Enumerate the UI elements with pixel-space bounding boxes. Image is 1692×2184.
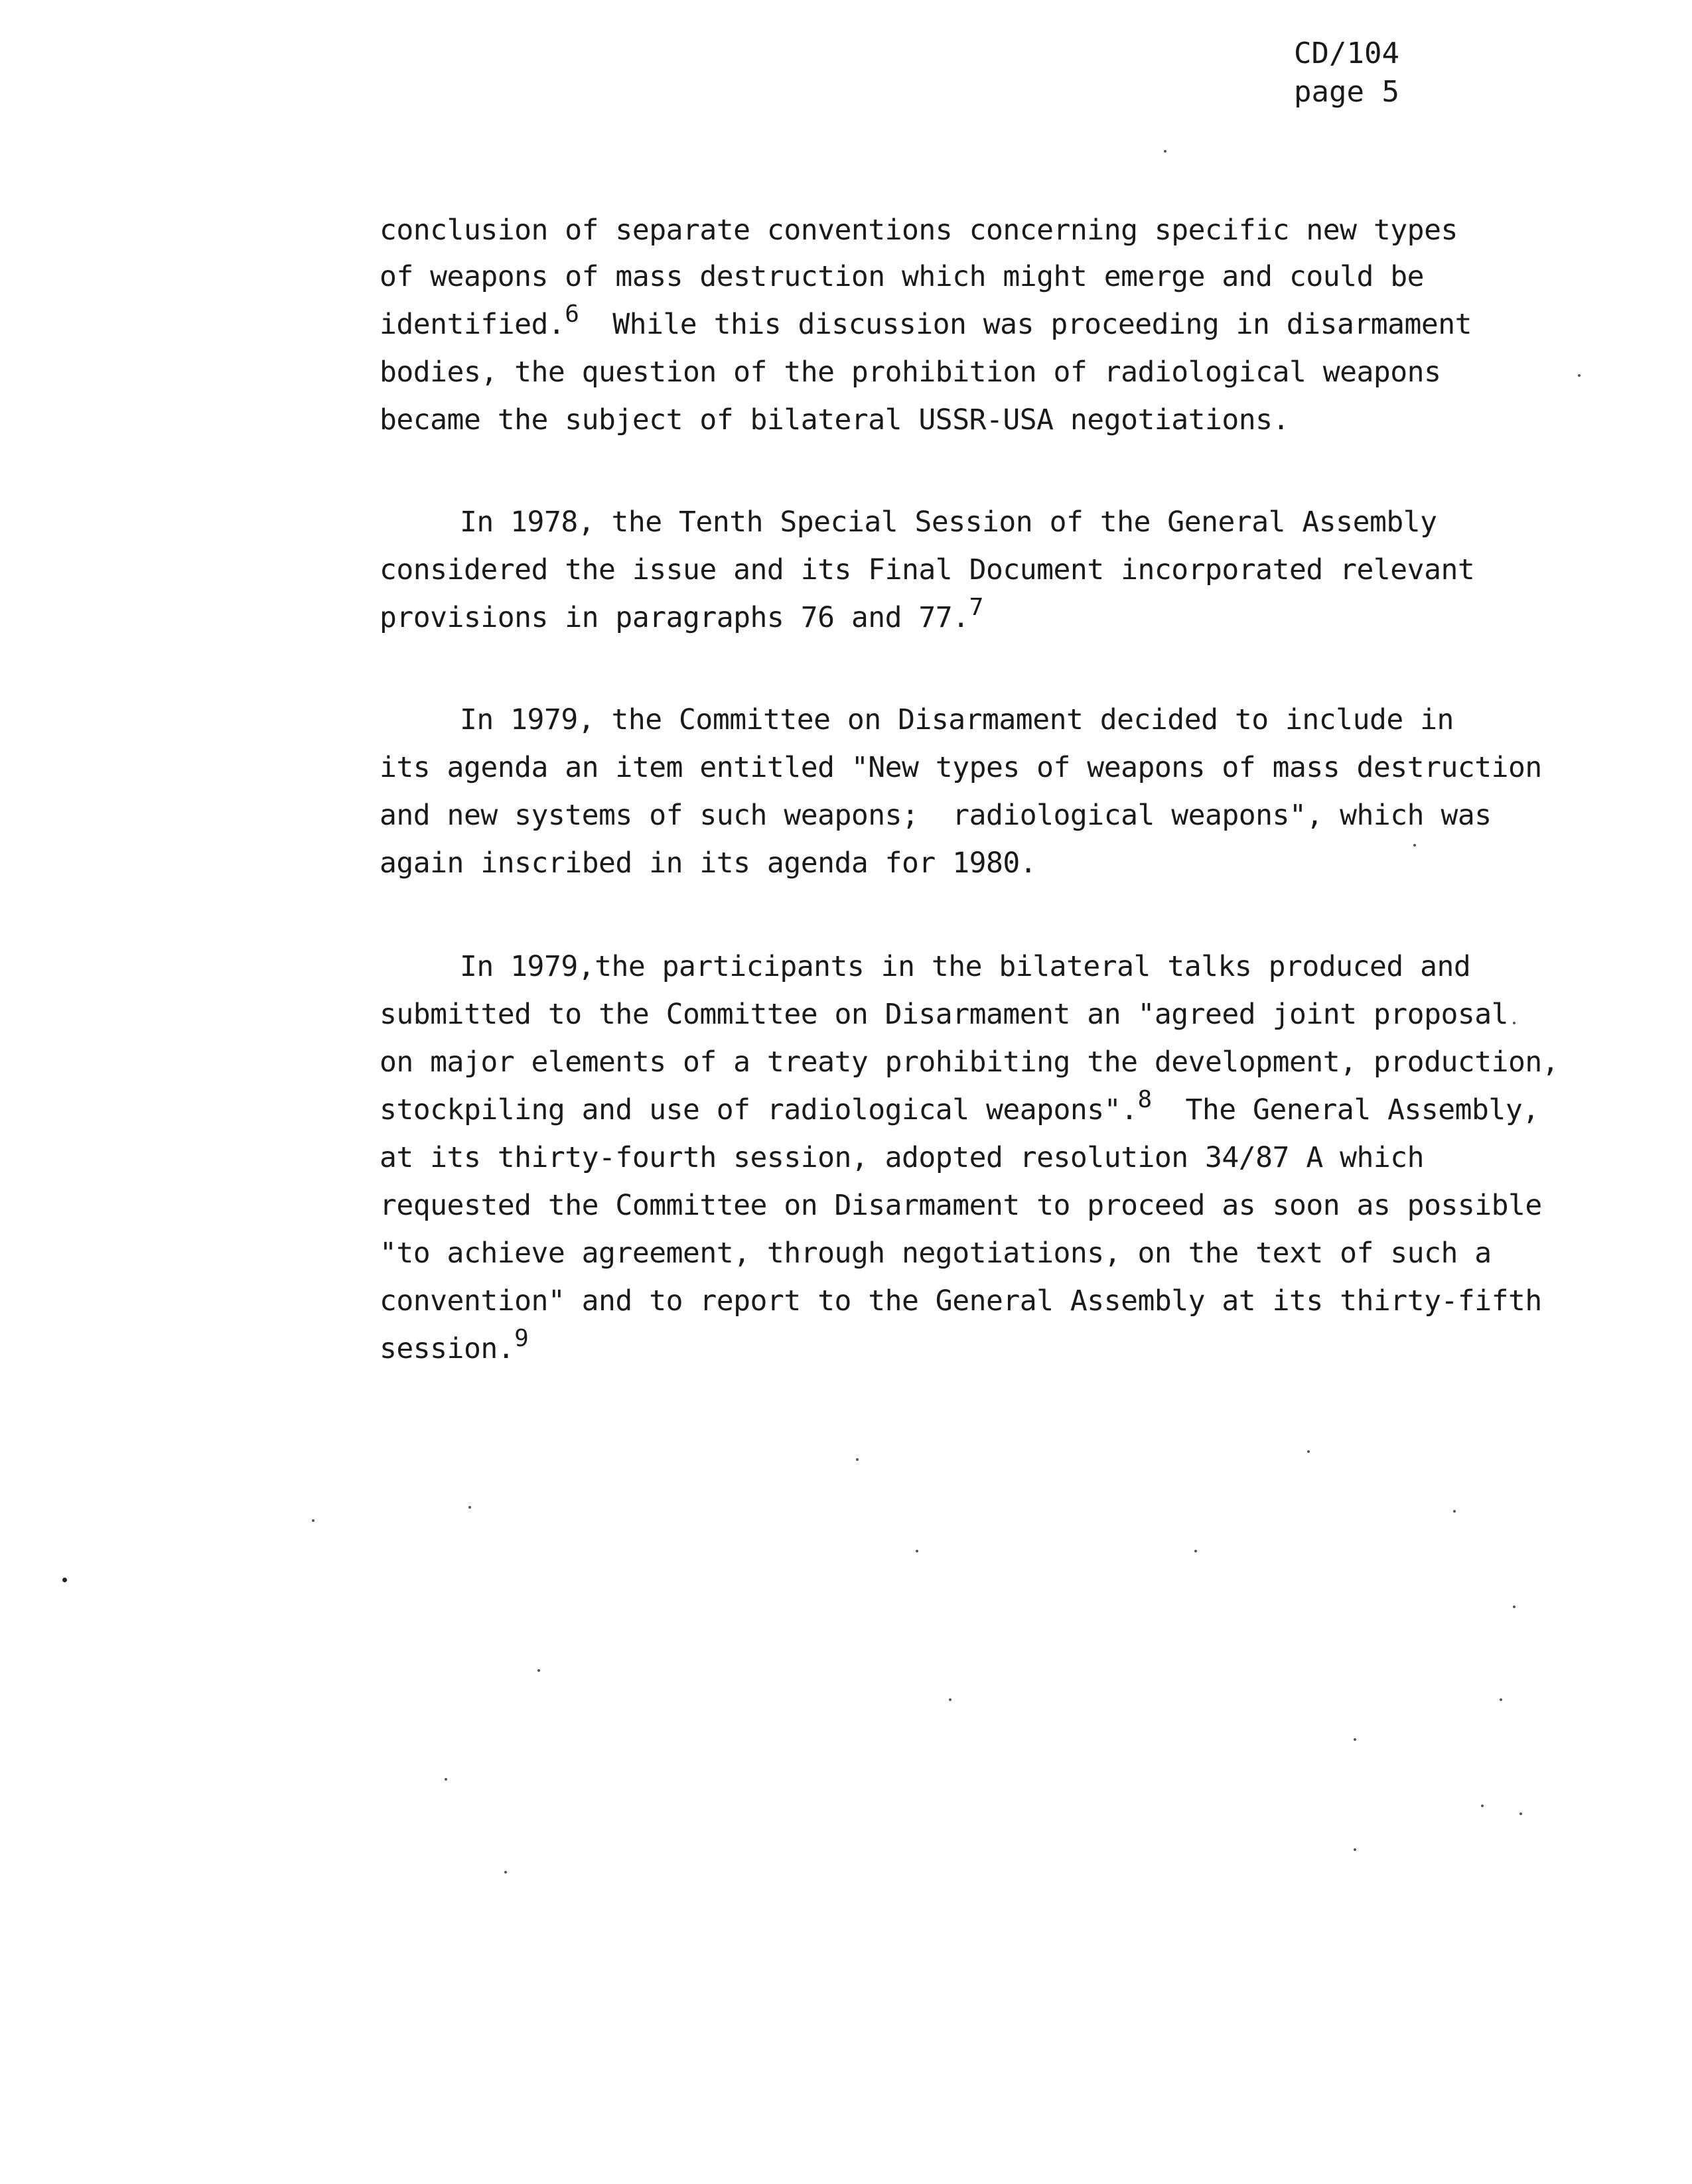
scan-speck <box>1354 1848 1356 1851</box>
text-span: session. <box>380 1332 515 1365</box>
scan-speck <box>1519 1812 1522 1815</box>
text-line: submitted to the Committee on Disarmament an "agreed joint proposal <box>380 998 1509 1031</box>
scan-speck <box>1481 1805 1484 1807</box>
text-line: In 1978, the Tenth Special Session of the General Assembly <box>460 506 1437 539</box>
text-line: on major elements of a treaty prohibiting the development, production, <box>380 1046 1559 1079</box>
text-line: bodies, the question of the prohibition of radiological weapons <box>380 356 1441 389</box>
scan-speck <box>1513 1605 1516 1608</box>
scan-speck <box>1513 1022 1516 1024</box>
scan-speck <box>1307 1450 1310 1453</box>
scan-speck <box>537 1669 540 1672</box>
document-symbol: CD/104 <box>1294 36 1399 70</box>
scan-speck <box>1354 1738 1356 1741</box>
scan-speck <box>504 1871 507 1874</box>
footnote-marker: 7 <box>969 594 983 621</box>
scan-speck <box>916 1550 918 1552</box>
text-line: of weapons of mass destruction which might emerge and could be <box>380 260 1425 293</box>
scan-speck <box>1578 374 1581 377</box>
scan-speck <box>949 1698 952 1701</box>
text-line <box>380 301 1472 341</box>
footnote-marker: 6 <box>565 301 579 328</box>
scan-speck <box>856 1458 859 1461</box>
text-line: its agenda an item entitled "New types of weapons of mass destruction <box>380 751 1542 784</box>
text-span: provisions in paragraphs 76 and 77. <box>380 601 969 634</box>
text-span: The General Assembly, <box>1185 1093 1539 1126</box>
text-line: convention" and to report to the General Assembly at its thirty-fifth <box>380 1284 1542 1318</box>
text-line: and new systems of such weapons; radiological weapons", which was <box>380 799 1492 832</box>
text-line <box>380 594 983 634</box>
scan-speck <box>445 1778 447 1781</box>
text-span: While this discussion was proceeding in disarmament <box>612 308 1472 341</box>
text-line: "to achieve agreement, through negotiations, on the text of such a <box>380 1237 1492 1270</box>
text-line: became the subject of bilateral USSR-USA negotiations. <box>380 403 1289 437</box>
text-line <box>380 1325 529 1365</box>
text-line: considered the issue and its Final Document incorporated relevant <box>380 553 1475 586</box>
text-line: requested the Committee on Disarmament to proceed as soon as possible <box>380 1189 1542 1222</box>
text-line: at its thirty-fourth session, adopted resolution 34/87 A which <box>380 1141 1425 1174</box>
text-line: conclusion of separate conventions concerning specific new types <box>380 214 1458 247</box>
text-line: In 1979, the Committee on Disarmament decided to include in <box>460 703 1454 736</box>
scan-speck <box>1413 844 1416 847</box>
footnote-marker: 8 <box>1137 1086 1152 1113</box>
scan-speck <box>62 1578 67 1582</box>
page-number: page 5 <box>1294 75 1399 109</box>
scan-speck <box>1164 150 1166 153</box>
text-line: again inscribed in its agenda for 1980. <box>380 847 1037 880</box>
text-line <box>380 1086 1539 1126</box>
text-span: identified. <box>380 308 565 341</box>
scan-speck <box>312 1519 315 1522</box>
scan-speck <box>1500 1698 1502 1701</box>
scan-speck <box>1453 1510 1456 1513</box>
text-span: stockpiling and use of radiological weapons". <box>380 1093 1138 1126</box>
footnote-marker: 9 <box>514 1325 529 1352</box>
scan-speck <box>468 1506 471 1509</box>
page-header <box>1294 34 1399 111</box>
text-line: In 1979,the participants in the bilateral talks produced and <box>460 950 1471 983</box>
scan-speck <box>1194 1550 1197 1552</box>
